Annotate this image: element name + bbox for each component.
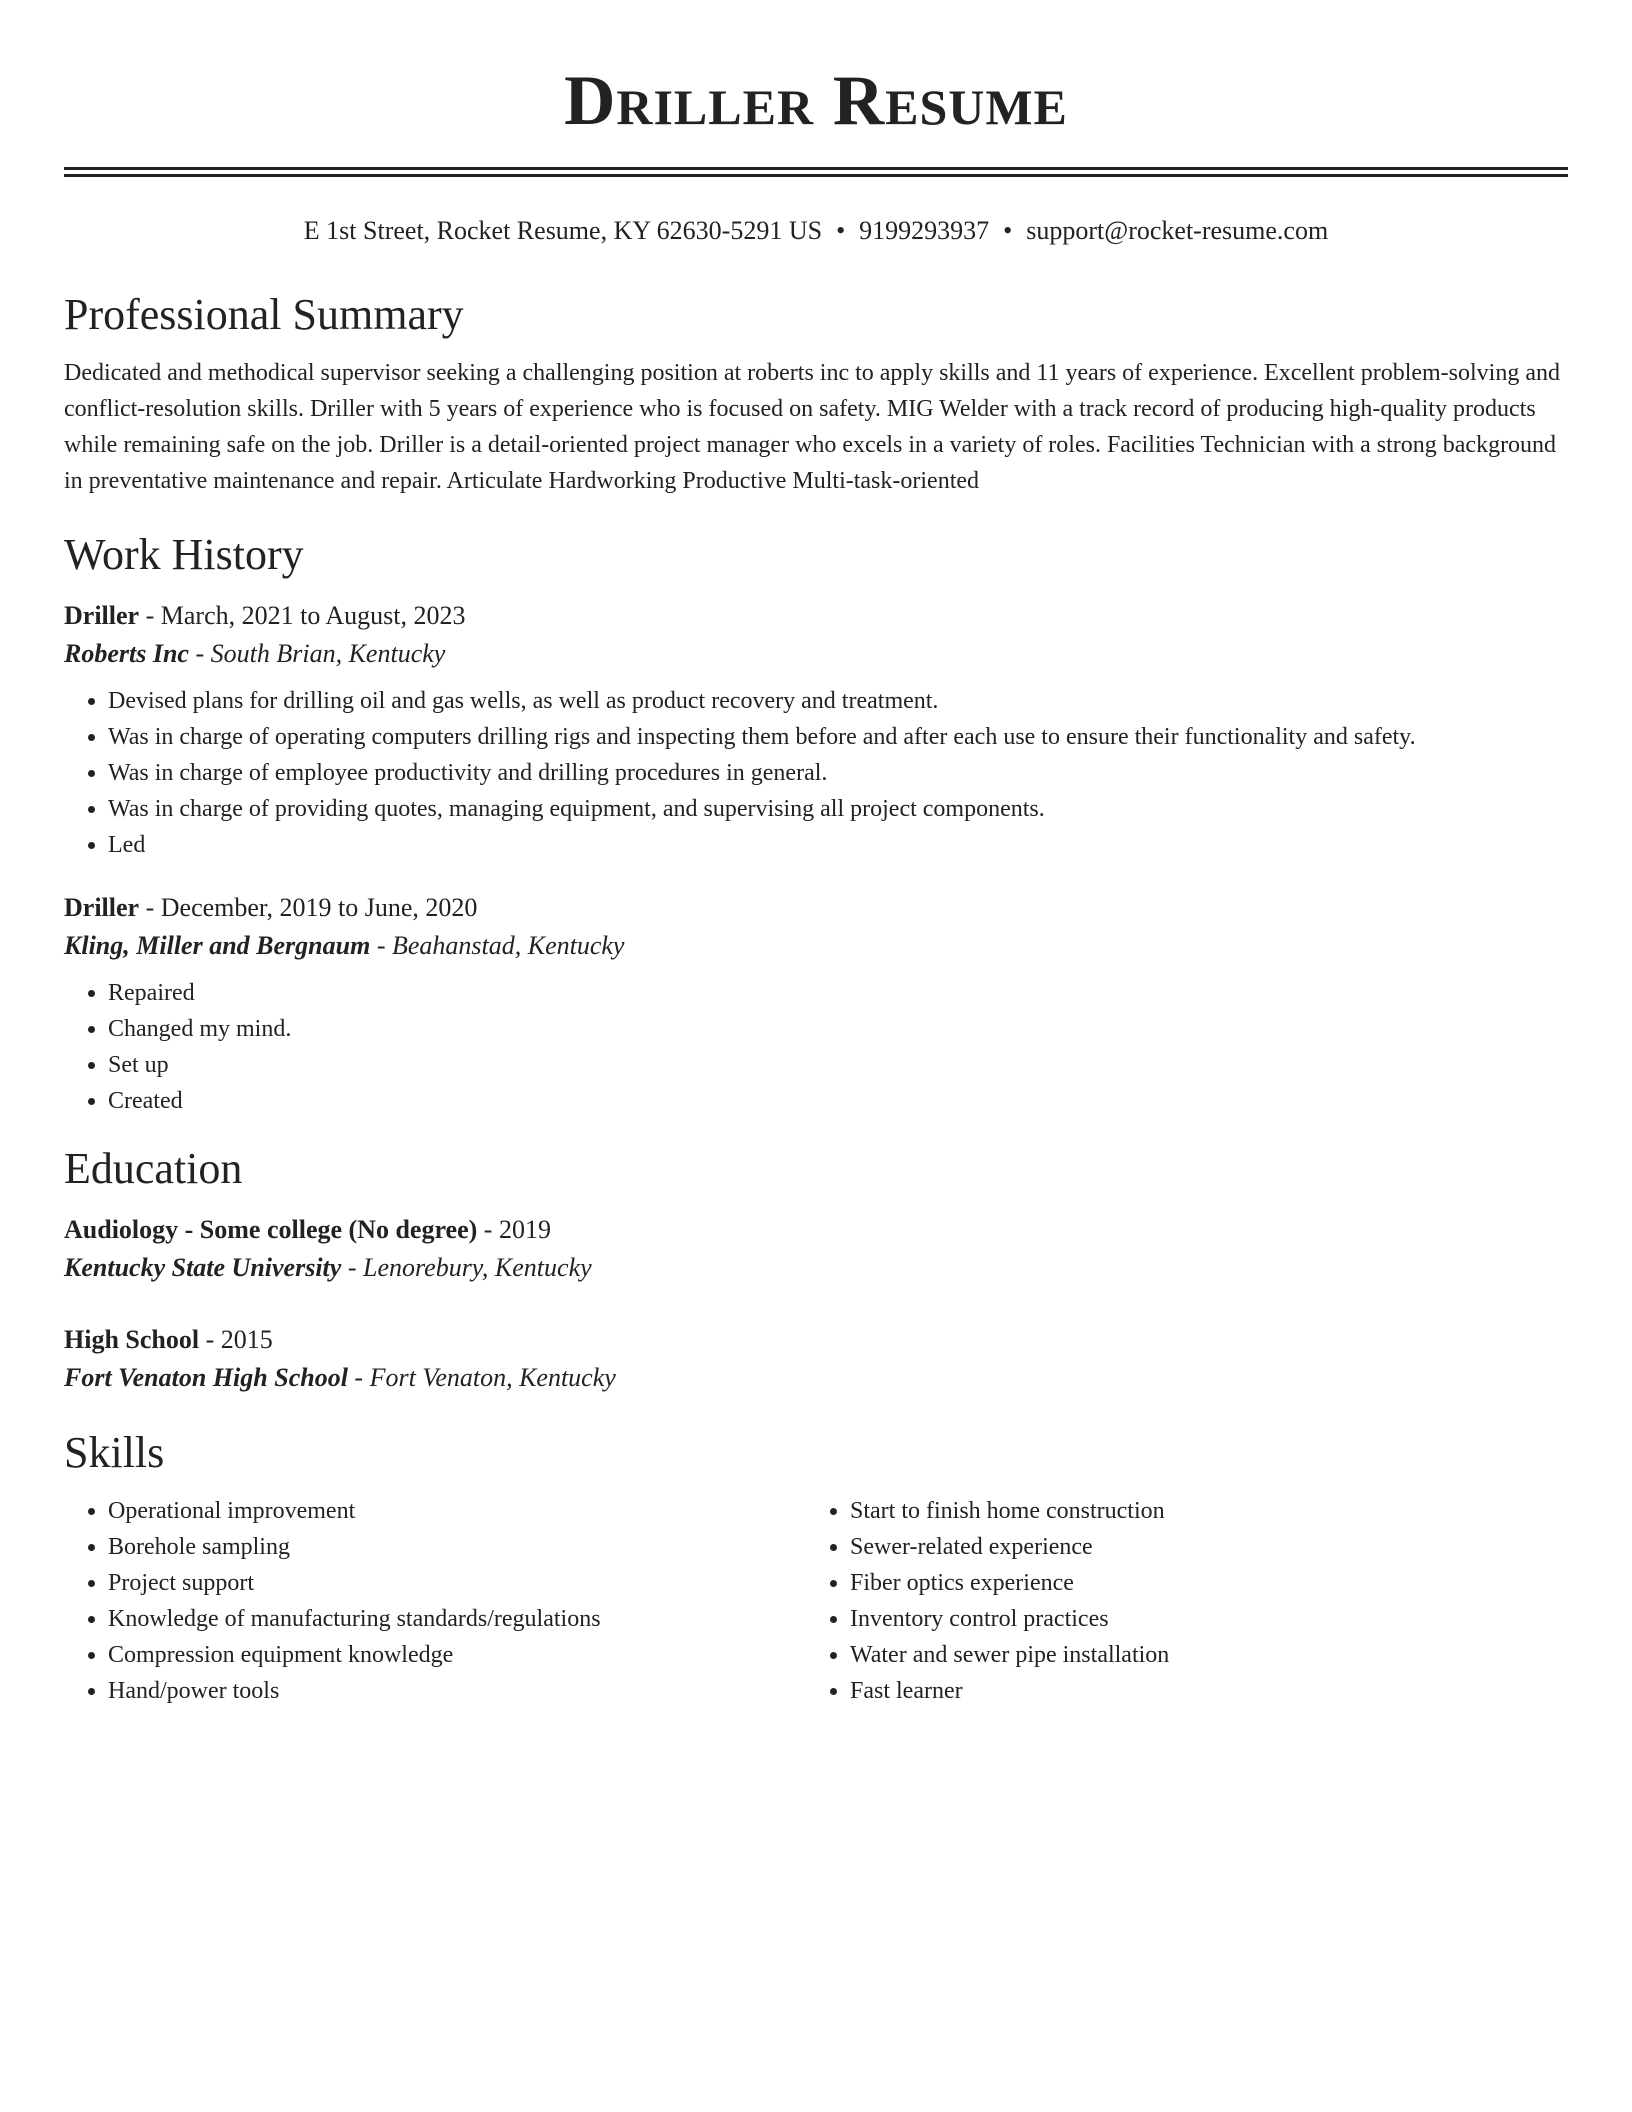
list-item: • Set up: [108, 1047, 1568, 1083]
skills-list-right: [806, 1493, 1548, 1709]
job-company: Roberts Inc: [64, 639, 189, 668]
dash-separator: -: [139, 893, 161, 922]
contact-phone: 9199293937: [859, 216, 990, 245]
education-degree-line: [64, 1211, 1568, 1249]
education-school-line: [64, 1249, 1568, 1287]
job-company-line: [64, 927, 1568, 965]
skill-item: • Knowledge of manufacturing standards/regulations: [108, 1601, 806, 1637]
list-item: • Was in charge of providing quotes, managing equipment, and supervising all project components.: [108, 791, 1568, 827]
job-title-line: [64, 597, 1568, 635]
job-entry: [64, 889, 1568, 1119]
summary-text: Dedicated and methodical supervisor seeking a challenging position at roberts inc to apply skills and 11 years of experience. Excellent problem-solving and conflict-resolution skills. Driller with 5 years of experience who is focused on safety. MIG Welder with a track record of producing high-quality products while remaining safe on the job. Driller is a detail-oriented project manager who excels in a variety of roles. Facilities Technician with a strong background in preventative maintenance and repair. Articulate Hardworking Productive Multi-task-oriented: [64, 360, 1561, 494]
summary-heading: Professional Summary: [64, 290, 464, 339]
skill-item: • Borehole sampling: [108, 1529, 806, 1565]
education-heading: Education: [64, 1144, 243, 1193]
education-degree: High School: [64, 1325, 200, 1354]
job-duties-list: [64, 683, 1568, 863]
education-degree: Audiology - Some college (No degree): [64, 1215, 478, 1244]
education-entry: [64, 1321, 1568, 1397]
title-divider: [64, 167, 1568, 177]
skill-item: • Compression equipment knowledge: [108, 1637, 806, 1673]
dash-separator: -: [477, 1215, 499, 1244]
job-duties-list: [64, 975, 1568, 1119]
education-entry: [64, 1211, 1568, 1287]
page-title: Driller Resume: [564, 62, 1068, 140]
skills-list-left: [64, 1493, 806, 1709]
dash-separator: -: [370, 931, 392, 960]
skills-grid: [64, 1493, 1568, 1709]
job-title: Driller: [64, 893, 140, 922]
education-year: 2015: [220, 1325, 273, 1354]
education-year: 2019: [498, 1215, 551, 1244]
skill-item: • Fiber optics experience: [850, 1565, 1548, 1601]
skill-item: • Start to finish home construction: [850, 1493, 1548, 1529]
list-item: • Changed my mind.: [108, 1011, 1568, 1047]
list-item: • Devised plans for drilling oil and gas wells, as well as product recovery and treatment.: [108, 683, 1568, 719]
education-school-line: [64, 1359, 1568, 1397]
dash-separator: -: [341, 1253, 363, 1282]
job-location: Beahanstad, Kentucky: [391, 931, 625, 960]
job-location: South Brian, Kentucky: [210, 639, 446, 668]
job-company-line: [64, 635, 1568, 673]
job-dates: December, 2019 to June, 2020: [160, 893, 478, 922]
skill-item: • Project support: [108, 1565, 806, 1601]
skill-item: • Water and sewer pipe installation: [850, 1637, 1548, 1673]
dash-separator: -: [188, 639, 211, 668]
skills-heading: Skills: [64, 1428, 165, 1477]
work-history-heading: Work History: [64, 530, 304, 579]
dash-separator: -: [347, 1363, 370, 1392]
education-degree-line: [64, 1321, 1568, 1359]
list-item: • Led: [108, 827, 1568, 863]
job-dates: March, 2021 to August, 2023: [160, 601, 466, 630]
job-entry: [64, 597, 1568, 863]
skill-item: • Sewer-related experience: [850, 1529, 1548, 1565]
contact-separator: •: [1003, 216, 1013, 245]
education-school: Kentucky State University: [64, 1253, 342, 1282]
education-school: Fort Venaton High School: [64, 1363, 348, 1392]
contact-email: support@rocket-resume.com: [1026, 216, 1329, 245]
job-title: Driller: [64, 601, 140, 630]
job-title-line: [64, 889, 1568, 927]
contact-separator: •: [836, 216, 846, 245]
list-item: • Created: [108, 1083, 1568, 1119]
skill-item: • Operational improvement: [108, 1493, 806, 1529]
skill-item: • Hand/power tools: [108, 1673, 806, 1709]
education-location: Lenorebury, Kentucky: [363, 1253, 592, 1282]
education-location: Fort Venaton, Kentucky: [369, 1363, 616, 1392]
list-item: • Repaired: [108, 975, 1568, 1011]
contact-address: E 1st Street, Rocket Resume, KY 62630-5291 US: [303, 216, 823, 245]
job-company: Kling, Miller and Bergnaum: [64, 931, 371, 960]
skill-item: • Inventory control practices: [850, 1601, 1548, 1637]
list-item: • Was in charge of operating computers drilling rigs and inspecting them before and after each use to ensure their functionality and safety.: [108, 719, 1568, 755]
contact-line: [64, 213, 1568, 249]
dash-separator: -: [139, 601, 161, 630]
dash-separator: -: [199, 1325, 221, 1354]
list-item: • Was in charge of employee productivity and drilling procedures in general.: [108, 755, 1568, 791]
skill-item: • Fast learner: [850, 1673, 1548, 1709]
